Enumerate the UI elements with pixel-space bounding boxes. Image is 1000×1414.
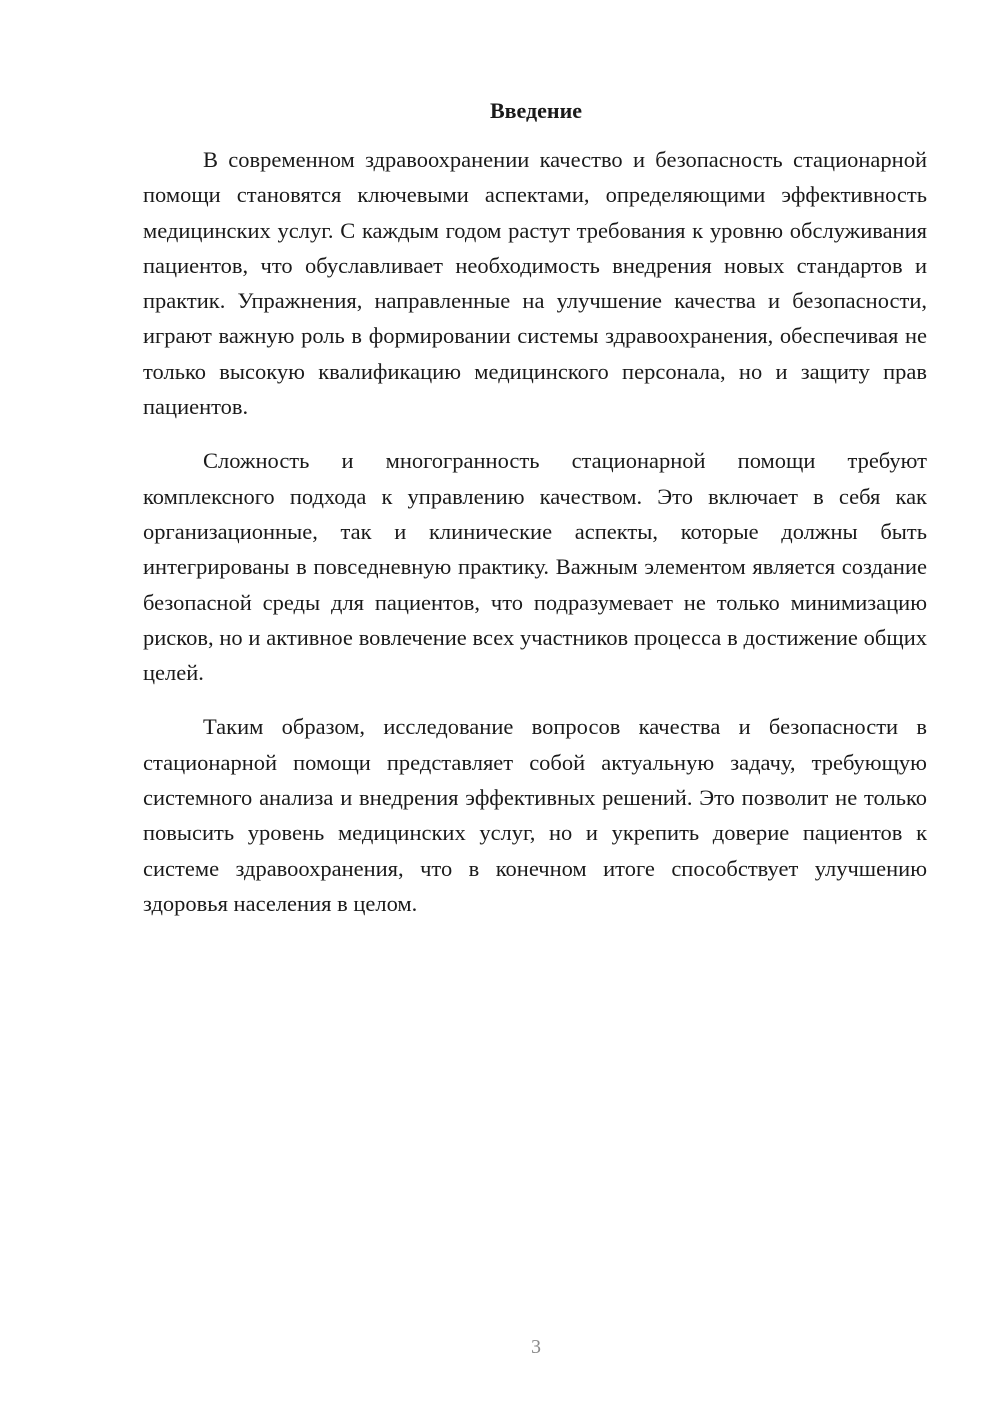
document-body xyxy=(143,142,927,940)
paragraph-3: Таким образом, исследование вопросов качества и безопасности в стационарной помощи представляет собой актуальную задачу, требующую системного анализа и внедрения эффективных решений. Это позволит не только повысить уровень медицинских услуг, но и укрепить доверие пациентов к системе здравоохранения, что в конечном итоге способствует улучшению здоровья населения в целом. xyxy=(143,714,927,916)
section-title: Введение xyxy=(489,98,583,123)
page-number: 3 xyxy=(531,1336,541,1358)
paragraph-1: В современном здравоохранении качество и безопасность стационарной помощи становятся ключевыми аспектами, определяющими эффективность медицинских услуг. С каждым годом растут требования к уровню обслуживания пациентов, что обуславливает необходимость внедрения новых стандартов и практик. Упражнения, направленные на улучшение качества и безопасности, играют важную роль в формировании системы здравоохранения, обеспечивая не только высокую квалификацию медицинского персонала, но и защиту прав пациентов. xyxy=(143,147,927,420)
paragraph-2: Сложность и многогранность стационарной помощи требуют комплексного подхода к управлению качеством. Это включает в себя как организационные, так и клинические аспекты, которые должны быть интегрированы в повседневную практику. Важным элементом является создание безопасной среды для пациентов, что подразумевает не только минимизацию рисков, но и активное вовлечение всех участников процесса в достижение общих целей. xyxy=(143,448,927,686)
